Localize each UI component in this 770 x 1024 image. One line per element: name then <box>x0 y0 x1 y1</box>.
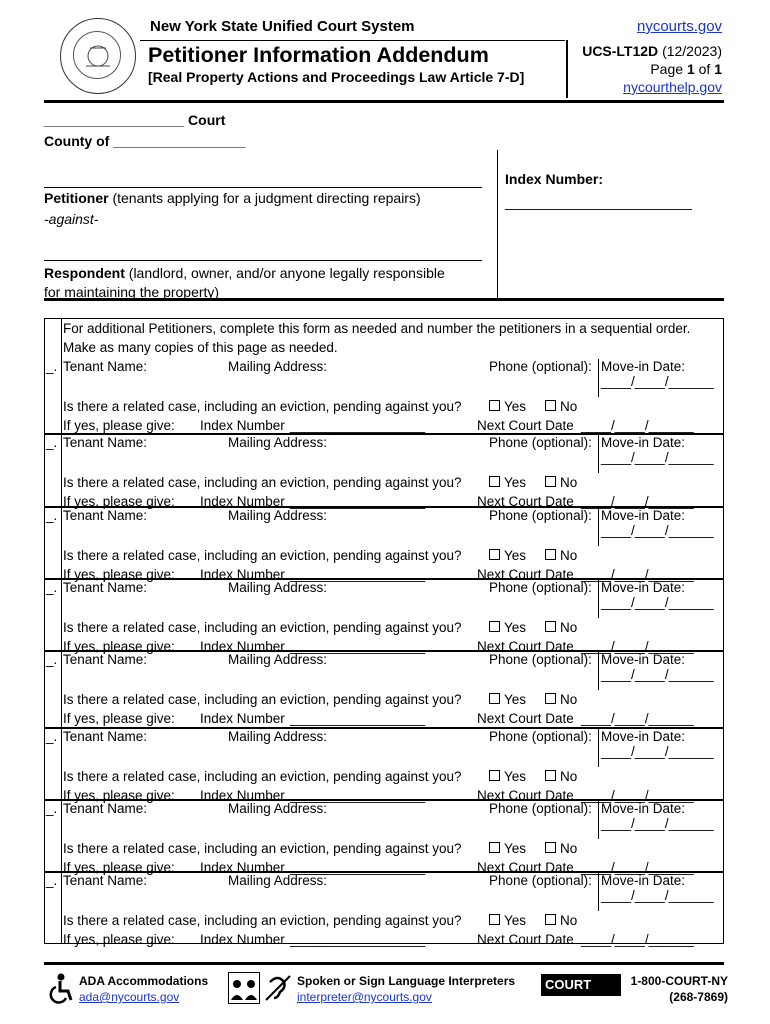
if-yes-label: If yes, please give: <box>63 567 175 582</box>
index-number-label: Index Number <box>200 860 285 875</box>
against-label: -against- <box>44 211 99 227</box>
form-code: UCS-LT12D <box>582 43 659 59</box>
move-in-date-label: Move-in Date: <box>601 359 686 374</box>
footer-rule <box>44 962 724 965</box>
checkbox-icon[interactable] <box>545 621 556 632</box>
accessibility-icon <box>46 972 74 1004</box>
form-code-line <box>570 43 722 59</box>
mailing-address-field[interactable]: Mailing Address: <box>228 652 328 667</box>
yes-checkbox-label: Yes <box>504 399 527 414</box>
related-case-question: Is there a related case, including an eviction, pending against you? <box>63 913 462 928</box>
tenant-name-field[interactable]: Tenant Name: <box>63 801 148 816</box>
related-case-question: Is there a related case, including an eviction, pending against you? <box>63 399 462 414</box>
move-in-date-field[interactable]: ____/____/______ <box>601 595 714 610</box>
yes-checkbox[interactable] <box>489 692 526 708</box>
index-number-label: Index Number <box>200 494 285 509</box>
move-in-date-label: Move-in Date: <box>601 435 686 450</box>
related-case-question: Is there a related case, including an eviction, pending against you? <box>63 475 462 490</box>
move-in-date-label: Move-in Date: <box>601 508 686 523</box>
checkbox-icon[interactable] <box>489 476 500 487</box>
move-in-date-field[interactable]: ____/____/______ <box>601 374 714 389</box>
ada-title: ADA Accommodations <box>79 974 209 988</box>
checkbox-icon[interactable] <box>489 621 500 632</box>
tenant-name-field[interactable]: Tenant Name: <box>63 652 148 667</box>
phone-field[interactable]: Phone (optional): <box>489 873 592 888</box>
index-number-label: Index Number: <box>505 171 604 187</box>
tenant-name-field[interactable]: Tenant Name: <box>63 359 148 374</box>
index-number-field[interactable]: __________________ <box>290 639 426 654</box>
index-number-field[interactable]: __________________ <box>290 932 426 947</box>
next-court-date-label: Next Court Date <box>477 494 574 509</box>
yes-checkbox-label: Yes <box>504 548 527 563</box>
no-checkbox-label: No <box>560 692 578 707</box>
move-in-column-divider <box>598 359 599 397</box>
checkbox-icon[interactable] <box>489 914 500 925</box>
mailing-address-field[interactable]: Mailing Address: <box>228 729 328 744</box>
move-in-date-field[interactable]: ____/____/______ <box>601 667 714 682</box>
court-seal-icon <box>60 18 136 94</box>
move-in-date-label: Move-in Date: <box>601 652 686 667</box>
row-number: _. <box>46 359 58 374</box>
no-checkbox-label: No <box>560 769 578 784</box>
form-title: Petitioner Information Addendum <box>148 43 489 67</box>
phone-field[interactable]: Phone (optional): <box>489 435 592 450</box>
yes-checkbox[interactable] <box>489 841 526 857</box>
next-court-date-label: Next Court Date <box>477 788 574 803</box>
next-court-date-label: Next Court Date <box>477 567 574 582</box>
sign-language-icon <box>228 972 260 1004</box>
caption-bottom-rule <box>44 298 724 301</box>
next-court-date-field[interactable]: ____/____/______ <box>581 711 694 726</box>
org-name: New York State Unified Court System <box>150 18 415 35</box>
yes-checkbox[interactable] <box>489 548 526 564</box>
checkbox-icon[interactable] <box>545 914 556 925</box>
checkbox-icon[interactable] <box>489 400 500 411</box>
no-checkbox[interactable] <box>545 399 577 415</box>
help-site-link[interactable]: nycourthelp.gov <box>623 79 722 95</box>
phone-field[interactable]: Phone (optional): <box>489 580 592 595</box>
if-yes-label: If yes, please give: <box>63 711 175 726</box>
index-number-field[interactable]: __________________ <box>290 494 426 509</box>
checkbox-icon[interactable] <box>545 400 556 411</box>
if-yes-label: If yes, please give: <box>63 788 175 803</box>
next-court-date-field[interactable]: ____/____/______ <box>581 567 694 582</box>
index-number-label: Index Number <box>200 788 285 803</box>
next-court-date-label: Next Court Date <box>477 860 574 875</box>
move-in-date-label: Move-in Date: <box>601 580 686 595</box>
checkbox-icon[interactable] <box>545 693 556 704</box>
checkbox-icon[interactable] <box>545 549 556 560</box>
next-court-date-label: Next Court Date <box>477 932 574 947</box>
related-case-question: Is there a related case, including an eviction, pending against you? <box>63 841 462 856</box>
no-checkbox-label: No <box>560 399 578 414</box>
checkbox-icon[interactable] <box>545 476 556 487</box>
if-yes-label: If yes, please give: <box>63 418 175 433</box>
no-checkbox[interactable] <box>545 620 577 636</box>
no-checkbox[interactable] <box>545 769 577 785</box>
respondent-label: Respondent (landlord, owner, and/or anyone legally responsible for maintaining the property) <box>44 265 445 300</box>
if-yes-label: If yes, please give: <box>63 639 175 654</box>
petitioner-label: Petitioner (tenants applying for a judgment directing repairs) <box>44 190 421 206</box>
row-number: _. <box>46 435 58 450</box>
if-yes-label: If yes, please give: <box>63 494 175 509</box>
no-checkbox-label: No <box>560 913 578 928</box>
move-in-date-field[interactable]: ____/____/______ <box>601 888 714 903</box>
related-case-question: Is there a related case, including an eviction, pending against you? <box>63 620 462 635</box>
yes-checkbox[interactable] <box>489 769 526 785</box>
if-yes-label: If yes, please give: <box>63 860 175 875</box>
no-checkbox-label: No <box>560 475 578 490</box>
form-date: (12/2023) <box>662 43 722 59</box>
next-court-date-label: Next Court Date <box>477 639 574 654</box>
move-in-date-field[interactable]: ____/____/______ <box>601 450 714 465</box>
interpreter-email-link[interactable]: interpreter@nycourts.gov <box>297 990 432 1004</box>
phone-field[interactable]: Phone (optional): <box>489 652 592 667</box>
next-court-date-field[interactable]: ____/____/______ <box>581 639 694 654</box>
petitioner-line[interactable] <box>44 187 482 188</box>
mailing-address-field[interactable]: Mailing Address: <box>228 508 328 523</box>
website-link[interactable]: nycourts.gov <box>637 18 723 35</box>
no-checkbox-label: No <box>560 620 578 635</box>
move-in-column-divider <box>598 729 599 767</box>
yes-checkbox-label: Yes <box>504 769 527 784</box>
tenant-name-field[interactable]: Tenant Name: <box>63 508 148 523</box>
no-checkbox[interactable] <box>545 548 577 564</box>
caption-divider <box>497 150 498 298</box>
move-in-column-divider <box>598 580 599 618</box>
next-court-date-label: Next Court Date <box>477 711 574 726</box>
index-number-label: Index Number <box>200 418 285 433</box>
checkbox-icon[interactable] <box>489 693 500 704</box>
county-field: County of _________________ <box>44 133 246 149</box>
yes-checkbox[interactable] <box>489 475 526 491</box>
yes-checkbox[interactable] <box>489 913 526 929</box>
mailing-address-field[interactable]: Mailing Address: <box>228 359 328 374</box>
tenant-name-field[interactable]: Tenant Name: <box>63 729 148 744</box>
page-count: Page 1 of 1 <box>650 61 722 77</box>
move-in-date-field[interactable]: ____/____/______ <box>601 816 714 831</box>
checkbox-icon[interactable] <box>489 842 500 853</box>
no-checkbox-label: No <box>560 841 578 856</box>
related-case-question: Is there a related case, including an eviction, pending against you? <box>63 548 462 563</box>
checkbox-icon[interactable] <box>489 770 500 781</box>
next-court-date-field[interactable]: ____/____/______ <box>581 860 694 875</box>
yes-checkbox-label: Yes <box>504 913 527 928</box>
table-intro-2: Make as many copies of this page as needed. <box>63 340 338 355</box>
move-in-column-divider <box>598 508 599 546</box>
index-number-field[interactable]: __________________ <box>290 567 426 582</box>
checkbox-icon[interactable] <box>489 549 500 560</box>
mailing-address-field[interactable]: Mailing Address: <box>228 435 328 450</box>
no-checkbox-label: No <box>560 548 578 563</box>
move-in-column-divider <box>598 435 599 473</box>
phone-field[interactable]: Phone (optional): <box>489 729 592 744</box>
mailing-address-field[interactable]: Mailing Address: <box>228 873 328 888</box>
mailing-address-field[interactable]: Mailing Address: <box>228 580 328 595</box>
yes-checkbox-label: Yes <box>504 620 527 635</box>
phone-field[interactable]: Phone (optional): <box>489 508 592 523</box>
index-number-field[interactable]: __________________ <box>290 418 426 433</box>
index-number-label: Index Number <box>200 932 285 947</box>
footer-phone-digits: (268-7869) <box>669 990 728 1004</box>
table-number-column <box>61 318 62 944</box>
courthelp-logo: COURT Help <box>541 974 621 996</box>
hearing-icon <box>264 974 292 1002</box>
yes-checkbox-label: Yes <box>504 841 527 856</box>
move-in-date-label: Move-in Date: <box>601 729 686 744</box>
yes-checkbox[interactable] <box>489 399 526 415</box>
no-checkbox[interactable] <box>545 475 577 491</box>
if-yes-label: If yes, please give: <box>63 932 175 947</box>
court-field: __________________ Court <box>44 112 226 128</box>
index-number-field[interactable]: ________________________ <box>505 194 692 210</box>
mailing-address-field[interactable]: Mailing Address: <box>228 801 328 816</box>
yes-checkbox[interactable] <box>489 620 526 636</box>
related-case-question: Is there a related case, including an eviction, pending against you? <box>63 692 462 707</box>
related-case-question: Is there a related case, including an eviction, pending against you? <box>63 769 462 784</box>
index-number-field[interactable]: __________________ <box>290 711 426 726</box>
form-subtitle: [Real Property Actions and Proceedings Law Article 7-D] <box>148 69 525 85</box>
index-number-label: Index Number <box>200 567 285 582</box>
move-in-column-divider <box>598 652 599 690</box>
respondent-line[interactable] <box>44 260 482 261</box>
row-number: _. <box>46 580 58 595</box>
next-court-date-field[interactable]: ____/____/______ <box>581 932 694 947</box>
move-in-date-label: Move-in Date: <box>601 873 686 888</box>
no-checkbox[interactable] <box>545 841 577 857</box>
tenant-name-field[interactable]: Tenant Name: <box>63 580 148 595</box>
row-number: _. <box>46 729 58 744</box>
next-court-date-field[interactable]: ____/____/______ <box>581 494 694 509</box>
tenant-name-field[interactable]: Tenant Name: <box>63 435 148 450</box>
phone-field[interactable]: Phone (optional): <box>489 359 592 374</box>
index-number-field[interactable]: __________________ <box>290 788 426 803</box>
ada-email-link[interactable]: ada@nycourts.gov <box>79 990 180 1004</box>
row-number: _. <box>46 801 58 816</box>
move-in-date-field[interactable]: ____/____/______ <box>601 744 714 759</box>
next-court-date-label: Next Court Date <box>477 418 574 433</box>
phone-field[interactable]: Phone (optional): <box>489 801 592 816</box>
next-court-date-field[interactable]: ____/____/______ <box>581 788 694 803</box>
table-intro-1: For additional Petitioners, complete this form as needed and number the petitioners in a sequential order. <box>63 321 691 336</box>
row-number: _. <box>46 652 58 667</box>
index-number-label: Index Number <box>200 639 285 654</box>
move-in-column-divider <box>598 873 599 911</box>
yes-checkbox-label: Yes <box>504 692 527 707</box>
next-court-date-field[interactable]: ____/____/______ <box>581 418 694 433</box>
checkbox-icon[interactable] <box>545 842 556 853</box>
index-number-field[interactable]: __________________ <box>290 860 426 875</box>
move-in-column-divider <box>598 801 599 839</box>
move-in-date-label: Move-in Date: <box>601 801 686 816</box>
row-number: _. <box>46 508 58 523</box>
header-divider <box>44 100 724 103</box>
no-checkbox[interactable] <box>545 692 577 708</box>
checkbox-icon[interactable] <box>545 770 556 781</box>
move-in-date-field[interactable]: ____/____/______ <box>601 523 714 538</box>
index-number-label: Index Number <box>200 711 285 726</box>
interpreter-title: Spoken or Sign Language Interpreters <box>297 974 516 988</box>
row-number: _. <box>46 873 58 888</box>
no-checkbox[interactable] <box>545 913 577 929</box>
tenant-name-field[interactable]: Tenant Name: <box>63 873 148 888</box>
footer-phone: 1-800-COURT-NY <box>630 974 728 988</box>
yes-checkbox-label: Yes <box>504 475 527 490</box>
